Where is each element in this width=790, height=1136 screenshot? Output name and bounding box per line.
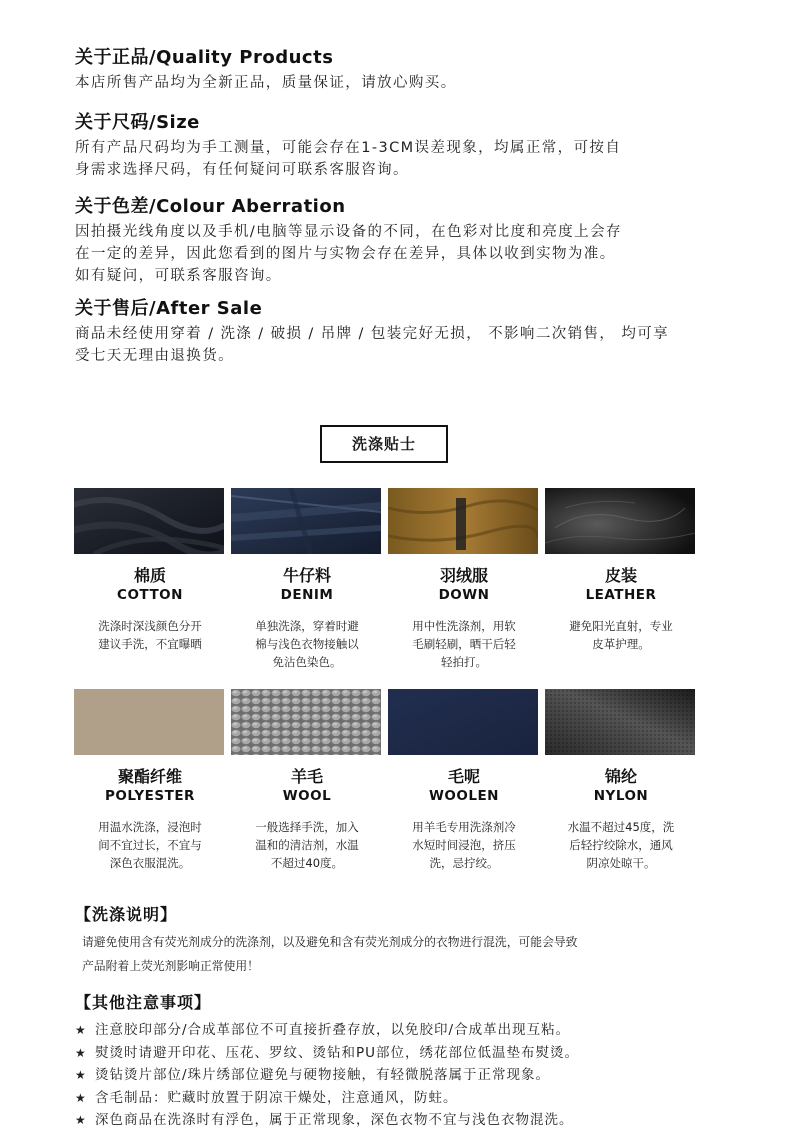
list-item-text: 含毛制品：贮藏时放置于阴凉干燥处，注意通风，防蛀。 <box>95 1089 458 1106</box>
fabric-name-cn: 牛仔料 <box>282 566 331 585</box>
other-notes-list <box>75 1019 715 1132</box>
fabric-name-cn: 羽绒服 <box>439 566 488 585</box>
text-line: 间不宜过长，不宜与 <box>98 838 202 852</box>
section-colour <box>75 196 715 287</box>
list-item-text: 熨烫时请避开印花、压花、罗纹、烫钻和PU部位，绣花部位低温垫布熨烫。 <box>95 1044 580 1061</box>
text-line: 商品未经使用穿着 / 洗涤 / 破损 / 吊牌 / 包装完好无损， 不影响二次销售， 均可享 <box>75 326 670 342</box>
text-line: 身需求选择尺码，有任何疑问可联系客服咨询。 <box>75 162 409 178</box>
section-quality <box>75 47 715 94</box>
section-title: 关于正品/Quality Products <box>75 47 334 68</box>
text-line: 一般选择手洗，加入 <box>255 820 359 834</box>
text-line: 本店所售产品均为全新正品，质量保证，请放心购买。 <box>75 75 457 91</box>
list-item <box>75 1109 715 1132</box>
fabric-care-text <box>545 818 697 872</box>
cotton-swatch-image <box>74 488 224 554</box>
text-line: 深色衣服混洗。 <box>109 856 191 870</box>
text-line: 所有产品尺码均为手工测量，可能会存在1-3CM误差现象，均属正常，可按自 <box>75 140 622 156</box>
text-line: 棉与浅色衣物接触以 <box>255 637 359 651</box>
star-icon: ★ <box>75 1113 87 1127</box>
section-text <box>75 72 715 94</box>
fabric-name-cn: 羊毛 <box>290 767 323 786</box>
fabric-care-text <box>545 617 697 653</box>
text-line: 洗，忌拧绞。 <box>429 856 499 870</box>
text-line: 产品附着上荧光剂影响正常使用！ <box>82 959 259 973</box>
section-title: 关于尺码/Size <box>75 112 200 133</box>
text-line: 受七天无理由退换货。 <box>75 348 234 364</box>
fabric-care-text <box>231 818 383 872</box>
fabric-card-denim <box>231 488 383 671</box>
text-line: 用中性洗涤剂，用软 <box>412 619 516 633</box>
text-line: 在一定的差异，因此您看到的图片与实物会存在差异，具体以收到实物为准。 <box>75 246 616 262</box>
fabric-name-en: WOOLEN <box>429 788 499 804</box>
list-item-text: 烫钻烫片部位/珠片绣部位避免与硬物接触，有轻微脱落属于正常现象。 <box>95 1067 551 1083</box>
fabric-name-en: POLYESTER <box>105 788 195 804</box>
washing-instructions-title: 【洗涤说明】 <box>75 905 178 924</box>
fabric-name-cn: 毛呢 <box>447 767 480 786</box>
text-line: 免沾色染色。 <box>272 655 342 669</box>
text-line: 水温不超过45度，洗 <box>567 820 675 834</box>
fabric-care-text <box>74 617 226 653</box>
star-icon: ★ <box>75 1045 87 1060</box>
star-icon: ★ <box>75 1090 87 1105</box>
fabric-name-cn: 锦纶 <box>604 767 637 786</box>
list-item <box>75 1042 715 1065</box>
fabric-card-nylon <box>545 689 697 872</box>
leather-swatch-image <box>545 488 695 554</box>
section-title: 关于售后/After Sale <box>75 298 263 319</box>
fabric-name-cn: 皮装 <box>604 566 637 585</box>
fabric-card-wool <box>231 689 383 872</box>
fabric-name-en: COTTON <box>117 587 183 603</box>
list-item-text: 注意胶印部分/合成革部位不可直接折叠存放，以免胶印/合成革出现互粘。 <box>95 1022 571 1038</box>
fabric-card-cotton <box>74 488 226 653</box>
text-line: 后轻拧绞除水，通风 <box>569 838 673 852</box>
fabric-name-en: LEATHER <box>585 587 657 603</box>
text-line: 如有疑问，可联系客服咨询。 <box>75 268 282 284</box>
text-line: 建议手洗，不宜曝晒 <box>98 637 202 651</box>
fabric-card-woolen <box>388 689 540 872</box>
text-line: 不超过40度。 <box>270 856 344 870</box>
section-text <box>75 323 715 367</box>
text-line: 因拍摄光线角度以及手机/电脑等显示设备的不同，在色彩对比度和亮度上会存 <box>75 224 622 240</box>
list-item <box>75 1064 715 1087</box>
other-notes-title: 【其他注意事项】 <box>75 993 212 1012</box>
fabric-name-cn: 聚酯纤维 <box>117 767 182 786</box>
text-line: 皮革护理。 <box>592 637 650 651</box>
fabric-care-text <box>388 617 540 671</box>
fabric-card-leather <box>545 488 697 653</box>
section-after-sale <box>75 298 715 367</box>
washing-instructions-text <box>82 930 702 978</box>
text-line: 请避免使用含有荧光剂成分的洗涤剂，以及避免和含有荧光剂成分的衣物进行混洗，可能会导致 <box>82 935 578 949</box>
fabric-name-en: NYLON <box>593 788 649 804</box>
text-line: 单独洗涤，穿着时避 <box>255 619 359 633</box>
star-icon: ★ <box>75 1068 87 1082</box>
polyester-swatch-image <box>74 689 224 755</box>
fabric-name-en: DENIM <box>280 587 334 603</box>
text-line: 轻拍打。 <box>441 655 487 669</box>
text-line: 温和的清洁剂，水温 <box>255 838 359 852</box>
fabric-care-text <box>388 818 540 872</box>
text-line: 阴凉处晾干。 <box>586 856 656 870</box>
fabric-name-en: DOWN <box>438 587 490 603</box>
fabric-card-polyester <box>74 689 226 872</box>
text-line: 毛刷轻刷，晒干后轻 <box>412 637 516 651</box>
list-item <box>75 1087 715 1110</box>
list-item-text: 深色商品在洗涤时有浮色，属于正常现象，深色衣物不宜与浅色衣物混洗。 <box>95 1112 574 1128</box>
down-swatch-image <box>388 488 538 554</box>
fabric-card-down <box>388 488 540 671</box>
text-line: 用温水洗涤，浸泡时 <box>98 820 202 834</box>
star-icon: ★ <box>75 1023 87 1037</box>
section-title: 关于色差/Colour Aberration <box>75 196 346 217</box>
text-line: 洗涤时深浅颜色分开 <box>98 619 202 633</box>
washing-tips-title: 洗涤贴士 <box>320 425 448 463</box>
denim-swatch-image <box>231 488 381 554</box>
text-line: 用羊毛专用洗涤剂冷 <box>412 820 516 834</box>
text-line: 避免阳光直射，专业 <box>569 619 673 633</box>
wool-swatch-image <box>231 689 381 755</box>
text-line: 水短时间浸泡，挤压 <box>412 838 516 852</box>
fabric-name-cn: 棉质 <box>133 566 166 585</box>
woolen-swatch-image <box>388 689 538 755</box>
section-size <box>75 112 715 181</box>
section-text <box>75 221 715 287</box>
fabric-care-text <box>231 617 383 671</box>
nylon-swatch-image <box>545 689 695 755</box>
fabric-name-en: WOOL <box>282 788 332 804</box>
fabric-care-text <box>74 818 226 872</box>
section-text <box>75 137 715 181</box>
list-item <box>75 1019 715 1042</box>
